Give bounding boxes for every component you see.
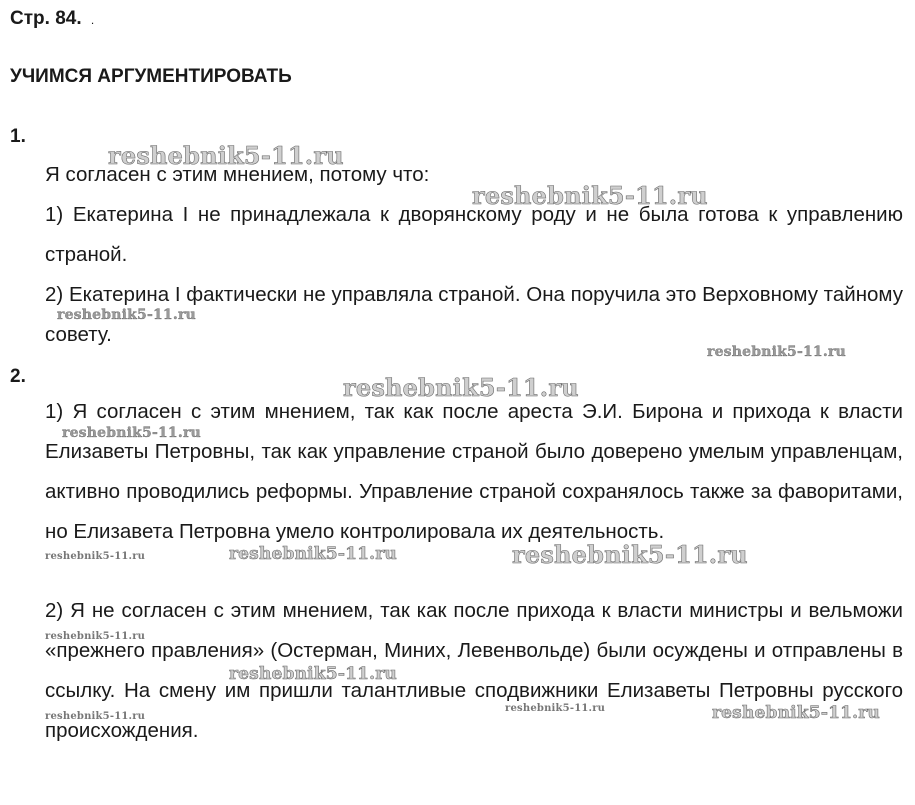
page-label — [10, 8, 94, 30]
watermark: reshebnik5-11.ru — [512, 540, 748, 569]
watermark: reshebnik5-11.ru — [505, 703, 606, 714]
watermark: reshebnik5-11.ru — [229, 544, 397, 564]
watermark: reshebnik5-11.ru — [712, 703, 880, 723]
watermark: reshebnik5-11.ru — [45, 551, 146, 562]
page-dot: . — [90, 13, 95, 27]
watermark: reshebnik5-11.ru — [707, 344, 846, 360]
watermark: reshebnik5-11.ru — [343, 373, 579, 402]
watermark: reshebnik5-11.ru — [45, 631, 146, 642]
task-2-point-1: 1) Я согласен с этим мнением, так как после ареста Э.И. Бирона и прихода к власти Елизаветы Петровны, так как управление страной было доверено умелым управленцам, активно проводились реформы. Управление страной сохранялось также за фаворитами, но Елизавета Петровна умело контролировала их деятельность. — [45, 400, 903, 543]
task-2-point-2: 2) Я не согласен с этим мнением, так как после прихода к власти министры и вельможи «прежнего правления» (Остерман, Миних, Левенвольде) были осуждены и отправлены в ссылку. На смену им пришли талантливые сподвижники Елизаветы Петровны русского происхождения. — [45, 599, 903, 742]
watermark: reshebnik5-11.ru — [57, 307, 196, 323]
watermark: reshebnik5-11.ru — [229, 664, 397, 684]
watermark: reshebnik5-11.ru — [62, 425, 201, 441]
task-1-intro: Я согласен с этим мнением, потому что: — [45, 163, 430, 186]
task-1-number: 1. — [10, 126, 26, 147]
page-number: Стр. 84. — [10, 8, 82, 29]
task-2-number: 2. — [10, 366, 26, 387]
task-1-point-2: 2) Екатерина I фактически не управляла страной. Она поручила это Верховному тайному совету. — [45, 283, 903, 346]
task-1-point-1: 1) Екатерина I не принадлежала к дворянскому роду и не была готова к управлению страной. — [45, 203, 903, 266]
watermark: reshebnik5-11.ru — [108, 141, 344, 170]
watermark: reshebnik5-11.ru — [472, 181, 708, 210]
section-title: УЧИМСЯ АРГУМЕНТИРОВАТЬ — [10, 66, 292, 87]
watermark: reshebnik5-11.ru — [45, 711, 146, 722]
